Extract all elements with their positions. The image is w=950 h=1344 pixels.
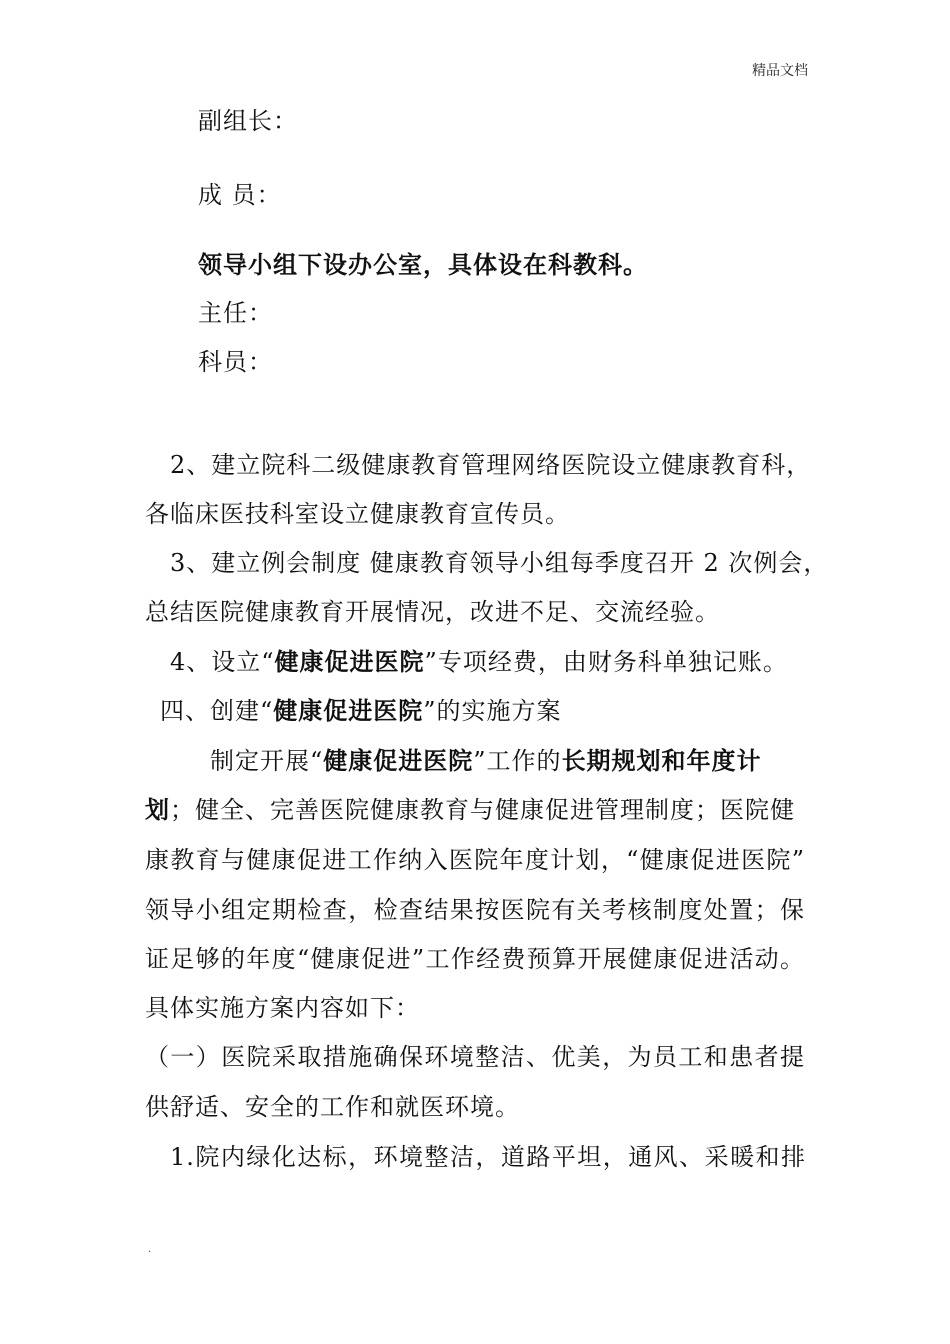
header-note: 精品文档	[752, 63, 808, 79]
paragraph-4-bold: 健康促进医院	[274, 647, 425, 676]
paragraph-2-line-1: 2、建立院科二级健康教育管理网络医院设立健康教育科，	[170, 451, 812, 479]
item-1-line-1: （一）医院采取措施确保环境整洁、优美，为员工和患者提	[145, 1043, 805, 1071]
plan-line-2-a: 划	[145, 795, 170, 824]
plan-line-1-c: ”工作的	[473, 747, 562, 775]
plan-line-1-b: 健康促进医院	[323, 746, 474, 775]
plan-line-1-d: 长期规划和年度计	[561, 746, 762, 775]
section-4-suffix: ”的实施方案	[423, 697, 562, 725]
plan-line-2-b: ；健全、完善医院健康教育与健康促进管理制度；医院健	[170, 796, 795, 824]
deputy-leader-line: 副组长：	[198, 107, 298, 135]
paragraph-3-line-1: 3、建立例会制度 健康教育领导小组每季度召开 2 次例会，	[170, 549, 829, 577]
footer-mark: .	[148, 1244, 152, 1255]
section-4-prefix: 四、创建“	[160, 697, 274, 725]
paragraph-4-prefix: 4、设立“	[170, 648, 275, 676]
section-4-heading	[160, 696, 562, 726]
paragraph-3-line-2: 总结医院健康教育开展情况，改进不足、交流经验。	[145, 598, 720, 626]
director-line: 主任：	[198, 299, 273, 327]
office-setup-line: 领导小组下设办公室，具体设在科教科。	[198, 250, 648, 279]
item-1-line-2: 供舒适、安全的工作和就医环境。	[145, 1093, 520, 1121]
staff-line: 科员：	[198, 348, 273, 376]
section-4-bold: 健康促进医院	[273, 696, 424, 725]
paragraph-4-suffix: ”专项经费，由财务科单独记账。	[424, 648, 788, 676]
subitem-1-line: 1.院内绿化达标，环境整洁，道路平坦，通风、采暖和排	[170, 1143, 806, 1171]
plan-line-5: 证足够的年度“健康促进”工作经费预算开展健康促进活动。	[145, 945, 805, 973]
plan-line-4: 领导小组定期检查，检查结果按医院有关考核制度处置；保	[145, 896, 805, 924]
plan-line-3: 康教育与健康促进工作纳入医院年度计划，“健康促进医院”	[145, 846, 805, 874]
plan-line-1	[210, 746, 762, 776]
paragraph-2-line-2: 各临床医技科室设立健康教育宣传员。	[145, 500, 570, 528]
plan-line-6: 具体实施方案内容如下：	[145, 994, 420, 1022]
members-line: 成 员：	[198, 181, 282, 209]
plan-line-1-a: 制定开展“	[210, 747, 324, 775]
paragraph-4-line	[170, 647, 788, 677]
plan-line-2	[145, 795, 795, 825]
